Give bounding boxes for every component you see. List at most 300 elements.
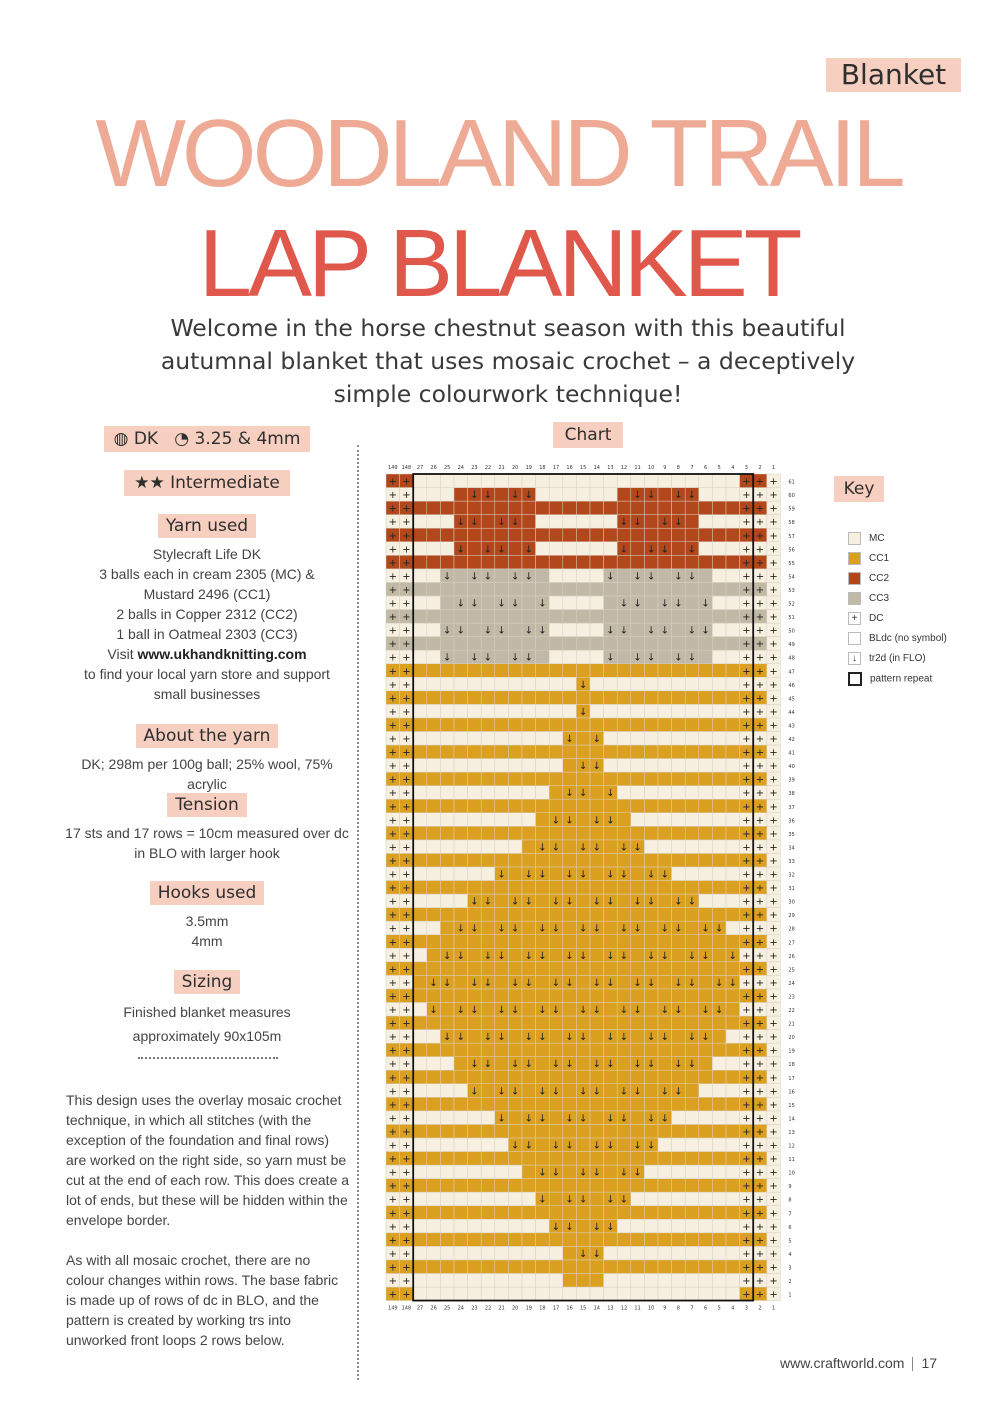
chart-cell	[536, 474, 550, 488]
chart-cell	[604, 1097, 618, 1111]
chart-cell	[427, 1111, 441, 1125]
chart-cell	[576, 813, 590, 827]
chart-cell	[617, 1138, 631, 1152]
row-label: 51	[788, 615, 795, 622]
chart-cell	[672, 1219, 686, 1233]
chart-symbol: ↓	[470, 896, 479, 908]
chart-cell	[440, 881, 454, 895]
chart-cell	[468, 704, 482, 718]
col-label: 2	[758, 1305, 762, 1312]
chart-symbol: +	[402, 869, 411, 881]
chart-cell	[712, 935, 726, 949]
chart-cell	[576, 962, 590, 976]
chart-cell	[726, 853, 740, 867]
chart-cell	[631, 935, 645, 949]
chart-cell	[672, 826, 686, 840]
chart-cell	[726, 745, 740, 759]
chart-cell	[631, 1192, 645, 1206]
chart-cell	[685, 881, 699, 895]
chart-symbol: +	[769, 1018, 778, 1030]
chart-symbol: ↓	[511, 1005, 520, 1016]
chart-cell	[712, 731, 726, 745]
chart-cell	[644, 1070, 658, 1084]
chart-cell	[413, 772, 427, 786]
chart-cell	[440, 515, 454, 529]
chart-cell	[726, 650, 740, 664]
chart-cell	[726, 1030, 740, 1044]
chart-cell	[549, 1030, 563, 1044]
chart-cell	[427, 1124, 441, 1138]
chart-symbol: ↓	[606, 896, 615, 908]
footer	[780, 1355, 937, 1371]
chart-cell	[563, 1273, 577, 1287]
chart-cell	[617, 1287, 631, 1301]
chart-cell	[549, 731, 563, 745]
chart-symbol: +	[388, 774, 397, 786]
chart-cell	[481, 813, 495, 827]
chart-cell	[712, 1287, 726, 1301]
chart-cell	[726, 840, 740, 854]
chart-cell	[604, 799, 618, 813]
chart-cell	[617, 1097, 631, 1111]
chart-symbol: ↓	[497, 544, 506, 556]
row-label: 41	[788, 750, 795, 757]
chart-symbol: ↓	[470, 517, 479, 529]
row-label: 45	[788, 696, 795, 703]
chart-symbol: ↓	[565, 1194, 574, 1206]
chart-cell	[481, 1260, 495, 1274]
col-label: 9	[663, 1305, 667, 1312]
section-tag: Blanket	[826, 58, 961, 92]
chart-symbol: +	[769, 598, 778, 610]
chart-cell	[522, 1084, 536, 1098]
chart-cell	[699, 650, 713, 664]
chart-cell	[658, 1219, 672, 1233]
chart-cell	[549, 881, 563, 895]
chart-cell	[549, 704, 563, 718]
chart-cell	[522, 596, 536, 610]
chart-cell	[413, 637, 427, 651]
chart-cell	[726, 1246, 740, 1260]
chart-cell	[644, 1097, 658, 1111]
about-yarn-text: DK; 298m per 100g ball; 25% wool, 75% acrylic	[81, 756, 333, 792]
chart-cell	[672, 948, 686, 962]
chart-cell	[576, 1219, 590, 1233]
chart-cell	[549, 853, 563, 867]
chart-cell	[563, 1260, 577, 1274]
chart-symbol: +	[769, 679, 778, 691]
chart-cell	[468, 1179, 482, 1193]
chart-cell	[590, 691, 604, 705]
chart-cell	[604, 826, 618, 840]
chart-cell	[549, 569, 563, 583]
chart-symbol: +	[388, 788, 397, 800]
chart-cell	[454, 704, 468, 718]
chart-symbol: +	[388, 720, 397, 732]
chart-symbol: +	[388, 544, 397, 556]
chart-cell	[536, 1219, 550, 1233]
chart-symbol: ↓	[606, 788, 615, 800]
chart-cell	[454, 1057, 468, 1071]
chart-cell	[699, 664, 713, 678]
chart-cell	[536, 1016, 550, 1030]
chart-cell	[522, 528, 536, 542]
chart-cell	[508, 745, 522, 759]
chart-cell	[685, 515, 699, 529]
chart-cell	[617, 637, 631, 651]
chart-cell	[468, 1246, 482, 1260]
chart-symbol: ↓	[524, 896, 533, 908]
chart-cell	[712, 853, 726, 867]
chart-symbol: +	[742, 910, 751, 922]
chart-symbol: ↓	[483, 977, 493, 989]
key-heading: Key	[834, 476, 884, 502]
chart-symbol: ↓	[606, 815, 615, 827]
chart-symbol: +	[742, 828, 751, 840]
footer-site[interactable]: www.craftworld.com	[780, 1355, 905, 1371]
col-label: 19	[525, 1305, 532, 1312]
chart-cell	[604, 1016, 618, 1030]
chart-symbol: ↓	[647, 1113, 656, 1125]
chart-cell	[413, 867, 427, 881]
chart-cell	[413, 935, 427, 949]
chart-cell	[590, 704, 604, 718]
col-label: 12	[620, 1305, 628, 1312]
chart-cell	[576, 1138, 590, 1152]
chart-cell	[454, 474, 468, 488]
col-label: 10	[648, 1305, 655, 1312]
chart-cell	[454, 799, 468, 813]
chart-cell	[413, 853, 427, 867]
chart-cell	[590, 528, 604, 542]
chart-symbol: +	[742, 883, 751, 895]
chart-cell	[413, 569, 427, 583]
chart-symbol: ↓	[565, 734, 574, 745]
chart-cell	[522, 731, 536, 745]
chart-cell	[536, 1124, 550, 1138]
chart-cell	[508, 867, 522, 881]
chart-cell	[685, 1179, 699, 1193]
chart-cell	[536, 759, 550, 773]
chart-cell	[440, 528, 454, 542]
row-label: 54	[788, 574, 795, 581]
yarn-line: 1 ball in Oatmeal 2303 (CC3)	[116, 626, 298, 642]
chart-cell	[440, 1124, 454, 1138]
chart-cell	[712, 596, 726, 610]
chart-cell	[617, 677, 631, 691]
chart-symbol: +	[755, 530, 765, 542]
chart-cell	[427, 908, 441, 922]
chart-cell	[644, 853, 658, 867]
chart-symbol: +	[769, 1059, 778, 1071]
chart-cell	[413, 921, 427, 935]
chart-symbol: +	[388, 855, 397, 867]
chart-cell	[522, 989, 536, 1003]
chart-cell	[685, 745, 699, 759]
chart-cell	[481, 840, 495, 854]
chart-symbol: ↓	[674, 652, 683, 664]
chart-cell	[508, 826, 522, 840]
key-swatch	[848, 632, 861, 645]
chart-symbol: +	[755, 1099, 765, 1111]
chart-symbol: +	[388, 1276, 397, 1287]
chart-symbol: +	[388, 517, 397, 529]
chart-cell	[508, 799, 522, 813]
star-icon: ★★	[134, 473, 165, 493]
chart-cell	[617, 488, 631, 502]
chart-cell	[549, 528, 563, 542]
chart-cell	[726, 1016, 740, 1030]
chart-cell	[413, 759, 427, 773]
chart-cell	[454, 1273, 468, 1287]
chart-cell	[617, 853, 631, 867]
chart-cell	[536, 501, 550, 515]
chart-symbol: ↓	[538, 1113, 547, 1125]
chart-symbol: ↓	[687, 896, 697, 908]
chart-cell	[427, 1152, 441, 1166]
chart-cell	[522, 826, 536, 840]
chart-symbol: +	[755, 964, 765, 976]
chart-cell	[536, 1287, 550, 1301]
chart-cell	[576, 528, 590, 542]
chart-symbol: ↓	[538, 1086, 547, 1098]
chart-cell	[644, 1165, 658, 1179]
chart-symbol: +	[402, 747, 411, 759]
row-label: 19	[788, 1048, 795, 1055]
chart-symbol: +	[402, 571, 411, 583]
row-label: 15	[788, 1102, 795, 1109]
tension-section	[60, 793, 354, 863]
chart-cell	[604, 962, 618, 976]
col-label: 20	[512, 465, 519, 471]
chart-cell	[508, 1043, 522, 1057]
col-label: 5	[717, 465, 721, 471]
chart-cell	[685, 853, 699, 867]
col-label: 26	[430, 465, 437, 471]
chart-symbol: +	[742, 1005, 751, 1016]
chart-symbol: ↓	[565, 977, 574, 989]
chart-cell	[549, 610, 563, 624]
chart-cell	[644, 718, 658, 732]
chart-symbol: ↓	[483, 652, 493, 664]
chart-cell	[644, 1084, 658, 1098]
chart-cell	[413, 501, 427, 515]
chart-cell	[631, 853, 645, 867]
chart-cell	[726, 881, 740, 895]
chart-cell	[440, 759, 454, 773]
chart-symbol: ↓	[470, 571, 479, 583]
chart-cell	[590, 1287, 604, 1301]
chart-cell	[576, 908, 590, 922]
chart-cell	[440, 664, 454, 678]
chart-symbol: ↓	[701, 950, 710, 962]
chart-symbol: +	[388, 1235, 397, 1247]
chart-cell	[658, 799, 672, 813]
chart-cell	[658, 569, 672, 583]
row-label: 23	[788, 994, 795, 1001]
chart-cell	[440, 1070, 454, 1084]
chart-cell	[495, 1246, 509, 1260]
chart-cell	[454, 1138, 468, 1152]
chart-cell	[522, 1206, 536, 1220]
chart-cell	[413, 989, 427, 1003]
chart-cell	[468, 826, 482, 840]
tension-heading: Tension	[167, 793, 246, 817]
chart-cell	[672, 501, 686, 515]
chart-symbol: ↓	[660, 625, 669, 637]
chart-cell	[644, 637, 658, 651]
chart-symbol: ↓	[511, 896, 520, 908]
chart-cell	[644, 582, 658, 596]
chart-cell	[522, 799, 536, 813]
chart-symbol: +	[769, 1167, 778, 1179]
col-label: 3	[744, 1305, 748, 1312]
chart-symbol: +	[402, 598, 411, 610]
chart-cell	[712, 1273, 726, 1287]
key-swatch	[848, 672, 862, 686]
chart-symbol: ↓	[619, 923, 629, 935]
col-label: 22	[484, 465, 492, 471]
hook-line: 3.5mm	[185, 913, 229, 929]
chart-cell	[685, 1287, 699, 1301]
chart-symbol: ↓	[674, 1059, 683, 1071]
chart-symbol: ↓	[524, 869, 533, 881]
key-label: MC	[869, 533, 885, 545]
chart-cell	[549, 1016, 563, 1030]
chart-cell	[631, 691, 645, 705]
chart-symbol: +	[402, 910, 411, 922]
chart-symbol: ↓	[497, 1032, 506, 1044]
chart-symbol: ↓	[606, 869, 615, 881]
chart-cell	[658, 650, 672, 664]
chart-cell	[726, 1260, 740, 1274]
chart-symbol: ↓	[619, 869, 629, 881]
chart-symbol: ↓	[619, 544, 629, 556]
visit-link[interactable]: www.ukhandknitting.com	[137, 646, 307, 662]
chart-cell	[495, 935, 509, 949]
chart-symbol: ↓	[606, 625, 615, 637]
chart-symbol: +	[769, 1086, 778, 1098]
chart-symbol: ↓	[647, 1059, 656, 1071]
chart-cell	[658, 759, 672, 773]
chart-symbol: +	[755, 1086, 765, 1098]
row-label: 44	[788, 709, 795, 716]
chart-cell	[427, 1287, 441, 1301]
chart-symbol: +	[388, 639, 397, 651]
chart-cell	[536, 1043, 550, 1057]
chart-cell	[590, 1206, 604, 1220]
chart-cell	[590, 1192, 604, 1206]
title-line-2: LAP BLANKET	[198, 210, 799, 317]
chart-cell	[644, 1206, 658, 1220]
chart-cell	[672, 1097, 686, 1111]
chart-cell	[658, 826, 672, 840]
chart-cell	[563, 1206, 577, 1220]
chart-cell	[699, 1219, 713, 1233]
col-label: 17	[552, 465, 560, 471]
chart-cell	[590, 1273, 604, 1287]
chart-cell	[631, 867, 645, 881]
chart-cell	[726, 1097, 740, 1111]
about-yarn-heading: About the yarn	[136, 724, 279, 748]
chart-symbol: ↓	[687, 950, 697, 962]
chart-cell	[672, 1273, 686, 1287]
chart-cell	[590, 772, 604, 786]
chart-cell	[427, 935, 441, 949]
chart-cell	[699, 1070, 713, 1084]
chart-cell	[672, 1246, 686, 1260]
chart-symbol: +	[769, 828, 778, 840]
chart-cell	[495, 1016, 509, 1030]
chart-cell	[672, 542, 686, 556]
chart-symbol: +	[769, 1032, 778, 1044]
chart-cell	[454, 582, 468, 596]
chart-cell	[658, 1192, 672, 1206]
hook-icon: ◔	[174, 429, 190, 449]
chart-cell	[495, 1179, 509, 1193]
chart-cell	[712, 1165, 726, 1179]
chart-cell	[481, 1084, 495, 1098]
chart-cell	[644, 840, 658, 854]
chart-cell	[495, 908, 509, 922]
chart-cell	[522, 1260, 536, 1274]
chart-symbol: +	[402, 720, 411, 732]
chart-cell	[563, 1179, 577, 1193]
chart-symbol: +	[742, 693, 751, 705]
row-label: 22	[788, 1008, 795, 1014]
chart-cell	[440, 596, 454, 610]
chart-cell	[631, 582, 645, 596]
chart-cell	[617, 745, 631, 759]
chart-cell	[617, 826, 631, 840]
chart-cell	[712, 1124, 726, 1138]
chart-cell	[699, 637, 713, 651]
chart-cell	[454, 853, 468, 867]
chart-cell	[617, 555, 631, 569]
about-yarn-section	[60, 724, 354, 794]
chart-cell	[699, 610, 713, 624]
chart-cell	[440, 867, 454, 881]
chart-cell	[481, 799, 495, 813]
chart-cell	[454, 881, 468, 895]
chart-cell	[427, 1246, 441, 1260]
title-line-1: WOODLAND TRAIL	[95, 100, 902, 207]
chart-cell	[658, 501, 672, 515]
chart-symbol: ↓	[511, 652, 520, 664]
chart-symbol: ↓	[660, 869, 669, 881]
chart-symbol: +	[402, 612, 411, 624]
chart-symbol: +	[388, 666, 397, 678]
chart-cell	[672, 1165, 686, 1179]
row-label: 20	[788, 1035, 795, 1042]
chart-symbol: +	[742, 855, 751, 867]
chart-cell	[712, 1192, 726, 1206]
chart-cell	[631, 1016, 645, 1030]
chart-cell	[726, 894, 740, 908]
chart-cell	[454, 962, 468, 976]
col-label: 16	[566, 465, 573, 471]
chart-cell	[726, 1138, 740, 1152]
chart-cell	[413, 745, 427, 759]
chart-cell	[644, 1287, 658, 1301]
chart-symbol: ↓	[660, 544, 669, 556]
chart-cell	[658, 935, 672, 949]
chart-cell	[726, 542, 740, 556]
chart-cell	[644, 935, 658, 949]
chart-cell	[440, 474, 454, 488]
row-label: 47	[788, 669, 795, 676]
chart-symbol: +	[388, 706, 397, 718]
